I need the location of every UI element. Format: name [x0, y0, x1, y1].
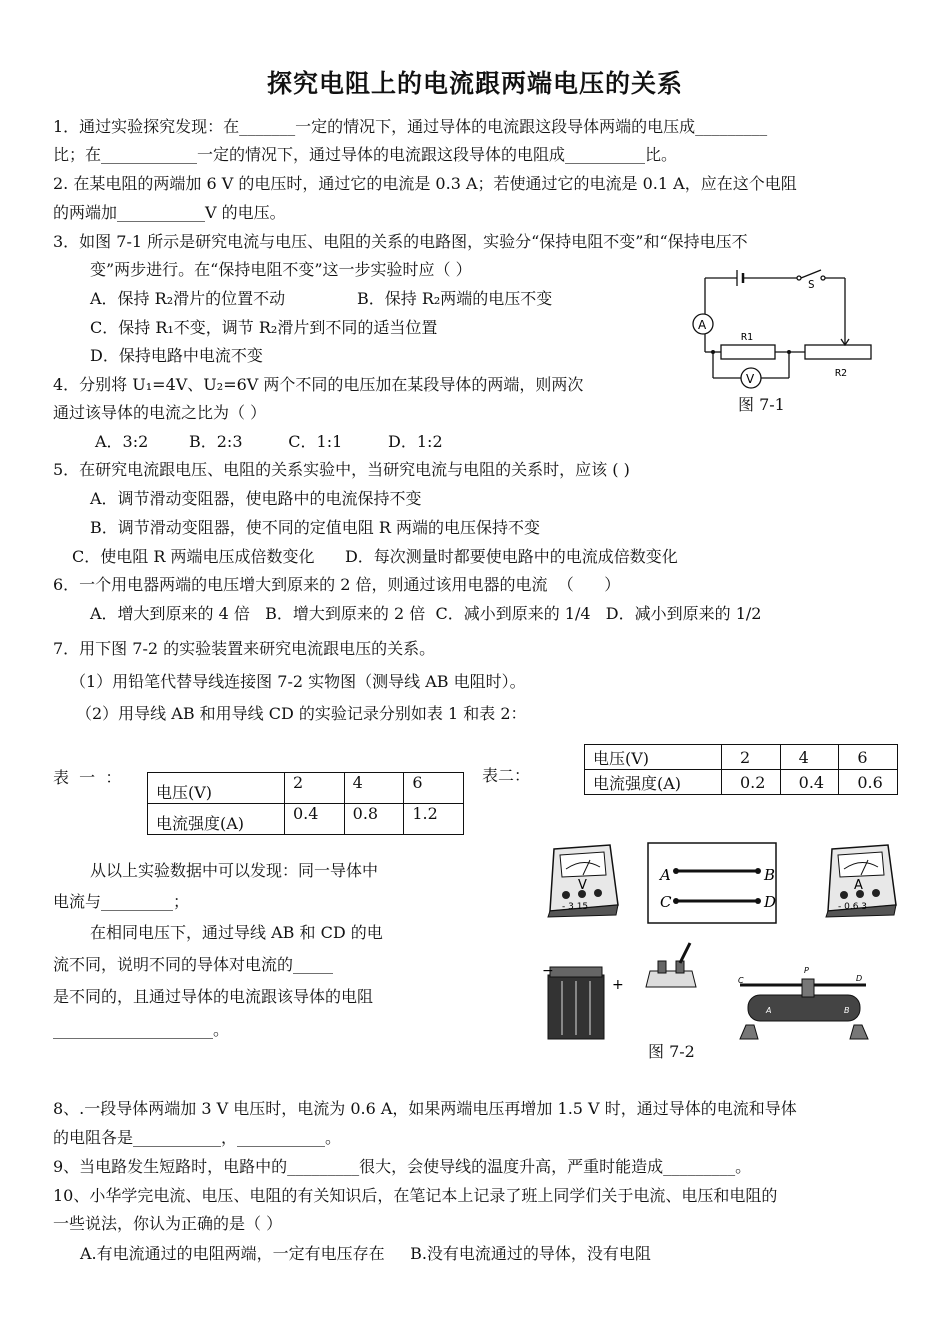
- q7-sub1: （1）用铅笔代替导线连接图 7-2 实物图（测导线 AB 电阻时）。: [70, 672, 526, 691]
- q3-line1: 3．如图 7-1 所示是研究电流与电压、电阻的关系的电路图，实验分“保持电阻不变”和“保持电压不: [53, 232, 748, 251]
- wire-end-d: D: [764, 893, 777, 911]
- rheostat-terminal-a: A: [766, 1006, 772, 1015]
- table-1-row-current: [148, 804, 464, 835]
- table-2-row-current: [585, 770, 898, 795]
- q3-option-c: C．保持 R₁不变，调节 R₂滑片到不同的适当位置: [90, 318, 438, 337]
- q4-options: A．3:2 B．2:3 C．1:1 D．1:2: [95, 432, 443, 451]
- q7-paragraph-6: ____________________。: [53, 1020, 230, 1039]
- q5-line1: 5．在研究电流跟电压、电阻的关系实验中，当研究电流与电阻的关系时，应该 ( ): [53, 460, 630, 479]
- rheostat-slider-p: P: [804, 966, 809, 975]
- r2-label: R2: [835, 368, 848, 379]
- wire-end-c: C: [660, 893, 672, 911]
- rheostat-terminal-b: B: [844, 1006, 850, 1015]
- q7-paragraph-1: 从以上实验数据中可以发现：同一导体中: [90, 861, 379, 880]
- table-2-cell: 0.6: [839, 770, 898, 795]
- table-2-cell: 0.2: [722, 770, 781, 795]
- q7-paragraph-3: 在相同电压下，通过导线 AB 和 CD 的电: [90, 923, 383, 942]
- apparatus-figure-7-2: [540, 835, 900, 1045]
- switch-label: S: [808, 278, 815, 291]
- q6-line1: 6．一个用电器两端的电压增大到原来的 2 倍，则通过该用电器的电流 （ ）: [53, 575, 621, 594]
- table-1: [147, 772, 464, 835]
- q2-line1: 2. 在某电阻的两端加 6 V 的电压时，通过它的电流是 0.3 A；若使通过它的电流是 0.1 A，应在这个电阻: [53, 174, 797, 193]
- q8-line2: 的电阻各是___________，___________。: [53, 1128, 342, 1147]
- q2-line2: 的两端加___________V 的电压。: [53, 203, 286, 222]
- ammeter-symbol: A: [854, 878, 863, 893]
- figure-7-1-caption: 图 7-1: [738, 395, 785, 414]
- q9-line1: 9、当电路发生短路时，电路中的_________很大，会使导线的温度升高，严重时能造成_________。: [53, 1157, 752, 1176]
- voltmeter-scale: - 3 15: [562, 902, 589, 912]
- q7-paragraph-2: 电流与_________；: [53, 892, 190, 911]
- table-2-cell: 0.4: [780, 770, 839, 795]
- q7-paragraph-5: 是不同的，且通过导体的电流跟该导体的电阻: [53, 987, 374, 1006]
- table-1-cell: 6: [404, 773, 464, 804]
- q3-option-a: A．保持 R₂滑片的位置不动: [90, 289, 286, 308]
- rheostat-terminal-c: C: [738, 976, 744, 985]
- rheostat-terminal-d: D: [856, 974, 863, 983]
- table1-label: 表 一 ：: [53, 768, 122, 787]
- q3-option-b: B．保持 R₂两端的电压不变: [357, 289, 553, 308]
- q7-sub2: （2）用导线 AB 和用导线 CD 的实验记录分别如表 1 和表 2：: [76, 704, 527, 723]
- table-1-cell: 4: [344, 773, 404, 804]
- q3-line2: 变”两步进行。在“保持电阻不变”这一步实验时应（ ）: [90, 260, 472, 279]
- figure-7-2-caption: 图 7-2: [648, 1042, 695, 1061]
- ammeter-scale: - 0.6 3: [838, 902, 868, 912]
- ammeter-label: A: [698, 318, 707, 332]
- q1-line1: 1．通过实验探究发现：在_______一定的情况下，通过导体的电流跟这段导体两端的电压成_________: [53, 117, 768, 136]
- q5-option-a: A．调节滑动变阻器，使电路中的电流保持不变: [90, 489, 422, 508]
- q4-line2: 通过该导体的电流之比为（ ）: [53, 403, 267, 422]
- table-1-cell: 0.4: [285, 804, 345, 835]
- q10-line2: 一些说法，你认为正确的是（ ）: [53, 1214, 283, 1233]
- table-1-cell: 2: [285, 773, 345, 804]
- q6-options: A．增大到原来的 4 倍 B．增大到原来的 2 倍 C．减小到原来的 1/4 D．减小到原来的 1/2: [90, 604, 762, 623]
- voltmeter-symbol: V: [578, 878, 587, 893]
- voltmeter-label: V: [746, 372, 755, 386]
- q1-line2: 比；在____________一定的情况下，通过导体的电流跟这段导体的电阻成__________比。: [53, 145, 678, 164]
- page-title: 探究电阻上的电流跟两端电压的关系: [266, 69, 683, 98]
- battery-positive: +: [612, 977, 624, 993]
- table-1-cell: 1.2: [404, 804, 464, 835]
- table-2-cell: 6: [839, 745, 898, 770]
- circuit-diagram-7-1: [685, 258, 885, 398]
- q10-line1: 10、小华学完电流、电压、电阻的有关知识后，在笔记本上记录了班上同学们关于电流、电压和电阻的: [53, 1186, 778, 1205]
- q4-line1: 4．分别将 U₁=4V、U₂=6V 两个不同的电压加在某段导体的两端，则两次: [53, 375, 584, 394]
- q8-line1: 8、.一段导体两端加 3 V 电压时，电流为 0.6 A，如果两端电压再增加 1.5 V 时，通过导体的电流和导体: [53, 1099, 797, 1118]
- battery-device: [548, 967, 604, 1039]
- table-1-cell: 电流强度(A): [148, 804, 285, 835]
- battery-negative: −: [542, 963, 554, 979]
- q10-options-ab: A.有电流通过的电阻两端，一定有电压存在 B.没有电流通过的导体，没有电阻: [80, 1244, 651, 1263]
- table-1-row-voltage: [148, 773, 464, 804]
- table-2-cell: 电流强度(A): [585, 770, 722, 795]
- q7-line1: 7．用下图 7-2 的实验装置来研究电流跟电压的关系。: [53, 639, 436, 658]
- table-2-cell: 电压(V): [585, 745, 722, 770]
- q7-paragraph-4: 流不同，说明不同的导体对电流的_____: [53, 955, 334, 974]
- table-1-cell: 电压(V): [148, 773, 285, 804]
- r1-label: R1: [741, 332, 754, 343]
- wire-end-b: B: [764, 866, 776, 884]
- table-1-cell: 0.8: [344, 804, 404, 835]
- q5-option-b: B．调节滑动变阻器，使不同的定值电阻 R 两端的电压保持不变: [90, 518, 540, 537]
- table-2-cell: 4: [780, 745, 839, 770]
- table2-label: 表二：: [482, 766, 531, 785]
- table-2: [584, 744, 898, 795]
- table-2-cell: 2: [722, 745, 781, 770]
- q3-option-d: D．保持电路中电流不变: [90, 346, 263, 365]
- wire-end-a: A: [660, 866, 671, 884]
- q5-option-cd: C．使电阻 R 两端电压成倍数变化 D．每次测量时都要使电路中的电流成倍数变化: [72, 547, 678, 566]
- knife-switch: [646, 943, 696, 987]
- table-2-row-voltage: [585, 745, 898, 770]
